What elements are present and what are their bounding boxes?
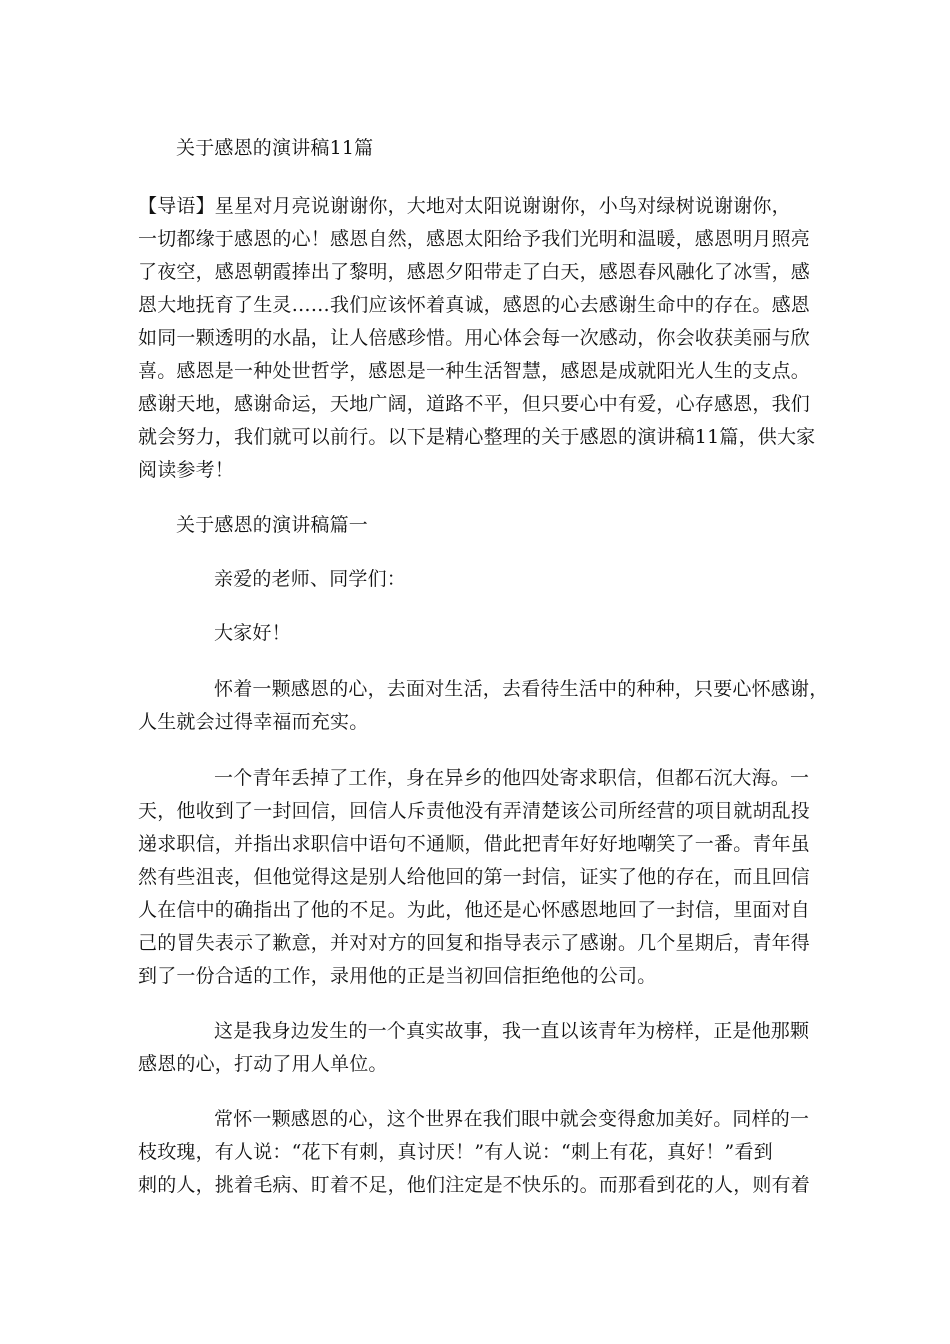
- intro-line: 【导语】星星对月亮说谢谢你，大地对太阳说谢谢你，小鸟对绿树说谢谢你，: [138, 195, 791, 217]
- intro-line: 恩大地抚育了生灵……我们应该怀着真诚，感恩的心去感谢生命中的存在。感恩: [138, 294, 811, 316]
- intro-line: 就会努力，我们就可以前行。以下是精心整理的关于感恩的演讲稿11篇，供大家: [138, 426, 816, 448]
- paragraph-line: 天，他收到了一封回信，回信人斥责他没有弄清楚该公司所经营的项目就胡乱投: [138, 800, 811, 822]
- paragraph-line: 己的冒失表示了歉意，并对对方的回复和指导表示了感谢。几个星期后，青年得: [138, 932, 811, 954]
- salutation: 亲爱的老师、同学们：: [214, 568, 407, 590]
- paragraph-line: 人在信中的确指出了他的不足。为此，他还是心怀感恩地回了一封信，里面对自: [138, 899, 811, 921]
- paragraph-line: 人生就会过得幸福而充实。: [138, 711, 369, 733]
- section-heading: 关于感恩的演讲稿篇一: [176, 514, 369, 536]
- paragraph-line: 递求职信，并指出求职信中语句不通顺，借此把青年好好地嘲笑了一番。青年虽: [138, 833, 811, 855]
- document-title: 关于感恩的演讲稿11篇: [176, 137, 374, 159]
- intro-line: 一切都缘于感恩的心！感恩自然，感恩太阳给予我们光明和温暖，感恩明月照亮: [138, 228, 811, 250]
- greeting: 大家好！: [214, 622, 291, 644]
- intro-line: 喜。感恩是一种处世哲学，感恩是一种生活智慧，感恩是成就阳光人生的支点。: [138, 360, 811, 382]
- paragraph-line: 这是我身边发生的一个真实故事，我一直以该青年为榜样，正是他那颗: [214, 1020, 810, 1042]
- paragraph-line: 枝玫瑰，有人说：“花下有刺，真讨厌！”有人说：“刺上有花，真好！”看到: [138, 1141, 773, 1163]
- paragraph-line: 感恩的心，打动了用人单位。: [138, 1053, 388, 1075]
- intro-line: 阅读参考！: [138, 459, 235, 481]
- intro-line: 了夜空，感恩朝霞捧出了黎明，感恩夕阳带走了白天，感恩春风融化了冰雪，感: [138, 261, 811, 283]
- paragraph-line: 一个青年丢掉了工作，身在异乡的他四处寄求职信，但都石沉大海。一: [214, 767, 810, 789]
- paragraph-line: 刺的人，挑着毛病、盯着不足，他们注定是不快乐的。而那看到花的人，则有着: [138, 1174, 811, 1196]
- intro-line: 感谢天地，感谢命运，天地广阔，道路不平，但只要心中有爱，心存感恩，我们: [138, 393, 811, 415]
- intro-line: 如同一颗透明的水晶，让人倍感珍惜。用心体会每一次感动，你会收获美丽与欣: [138, 327, 811, 349]
- paragraph-line: 到了一份合适的工作，录用他的正是当初回信拒绝他的公司。: [138, 965, 657, 987]
- paragraph-line: 然有些沮丧，但他觉得这是别人给他回的第一封信，证实了他的存在，而且回信: [138, 866, 811, 888]
- paragraph-line: 常怀一颗感恩的心，这个世界在我们眼中就会变得愈加美好。同样的一: [214, 1108, 810, 1130]
- paragraph-line: 怀着一颗感恩的心，去面对生活，去看待生活中的种种，只要心怀感谢，: [214, 678, 829, 700]
